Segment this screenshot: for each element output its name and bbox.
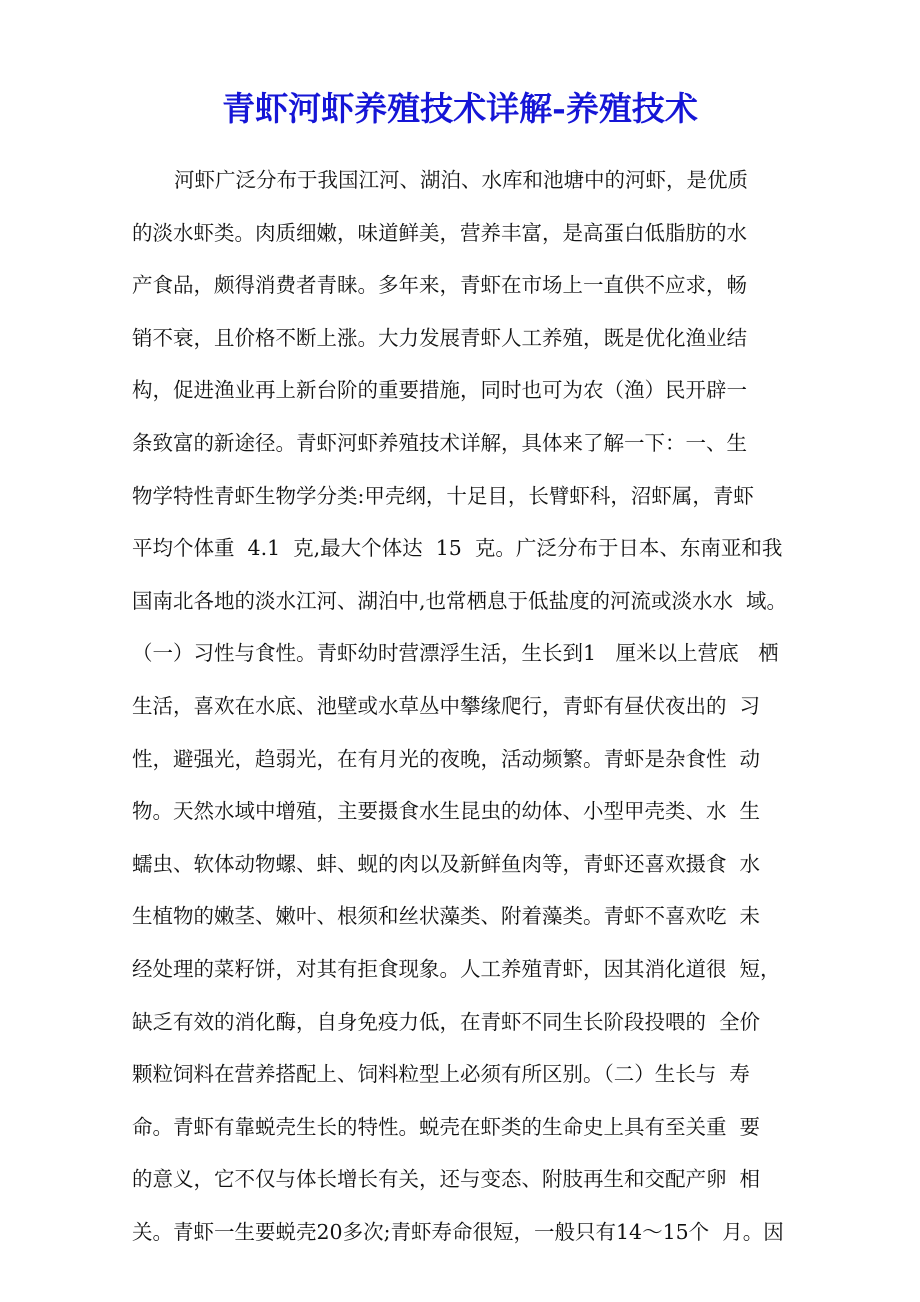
text-line: 经处理的菜籽饼，对其有拒食现象。人工养殖青虾，因其消化道很 短， — [132, 956, 781, 981]
text-line: 销不衰，且价格不断上涨。大力发展青虾人工养殖，既是优化渔业结 — [132, 325, 747, 350]
text-line: （一）习性与食性。青虾幼时营漂浮生活，生长到1 厘米以上营底 栖 — [132, 641, 779, 666]
text-line: 生植物的嫩茎、嫩叶、根须和丝状藻类、附着藻类。青虾不喜欢吃 未 — [132, 904, 761, 929]
text-line: 物。天然水域中增殖，主要摄食水生昆虫的幼体、小型甲壳类、水 生 — [132, 799, 761, 824]
text-line: 缺乏有效的消化酶，自身免疫力低，在青虾不同生长阶段投喂的 全价 — [132, 1009, 761, 1034]
text-line: 生活，喜欢在水底、池壁或水草丛中攀缘爬行，青虾有昼伏夜出的 习 — [132, 693, 761, 718]
text-line: 蠕虫、软体动物螺、蚌、蚬的肉以及新鲜鱼肉等，青虾还喜欢摄食 水 — [132, 851, 761, 876]
text-line: 的意义，它不仅与体长增长有关，还与变态、附肢再生和交配产卵 相 — [132, 1167, 761, 1192]
text-line: 性，避强光，趋弱光，在有月光的夜晚，活动频繁。青虾是杂食性 动 — [132, 746, 761, 771]
text-line: 颗粒饲料在营养搭配上、饲料粒型上必须有所区别。（二）生长与 寿 — [132, 1062, 750, 1087]
text-line: 构，促进渔业再上新台阶的重要措施，同时也可为农（渔）民开辟一 — [132, 378, 747, 403]
document-title: 青虾河虾养殖技术详解-养殖技术 — [222, 89, 698, 128]
text-line: 的淡水虾类。肉质细嫩，味道鲜美，营养丰富，是高蛋白低脂肪的水 — [132, 220, 747, 245]
document-body — [132, 158, 808, 1262]
text-line: 平均个体重 4.1 克,最大个体达 15 克。广泛分布于日本、东南亚和我 — [132, 536, 783, 561]
text-line: 命。青虾有靠蜕壳生长的特性。蜕壳在虾类的生命史上具有至关重 要 — [132, 1114, 761, 1139]
text-line: 物学特性青虾生物学分类:甲壳纲，十足目，长臂虾科，沼虾属，青虾 — [132, 483, 754, 508]
text-line: 关。青虾一生要蜕壳20多次;青虾寿命很短，一般只有14～15个 月。因 — [132, 1219, 784, 1244]
text-line: 产食品，颇得消费者青睐。多年来，青虾在市场上一直供不应求，畅 — [132, 273, 747, 298]
text-line: 国南北各地的淡水江河、湖泊中,也常栖息于低盐度的河流或淡水水 域。 — [132, 588, 788, 613]
text-line: 河虾广泛分布于我国江河、湖泊、水库和池塘中的河虾，是优质 — [174, 168, 748, 192]
text-line: 条致富的新途径。青虾河虾养殖技术详解，具体来了解一下：一、生 — [132, 430, 747, 455]
